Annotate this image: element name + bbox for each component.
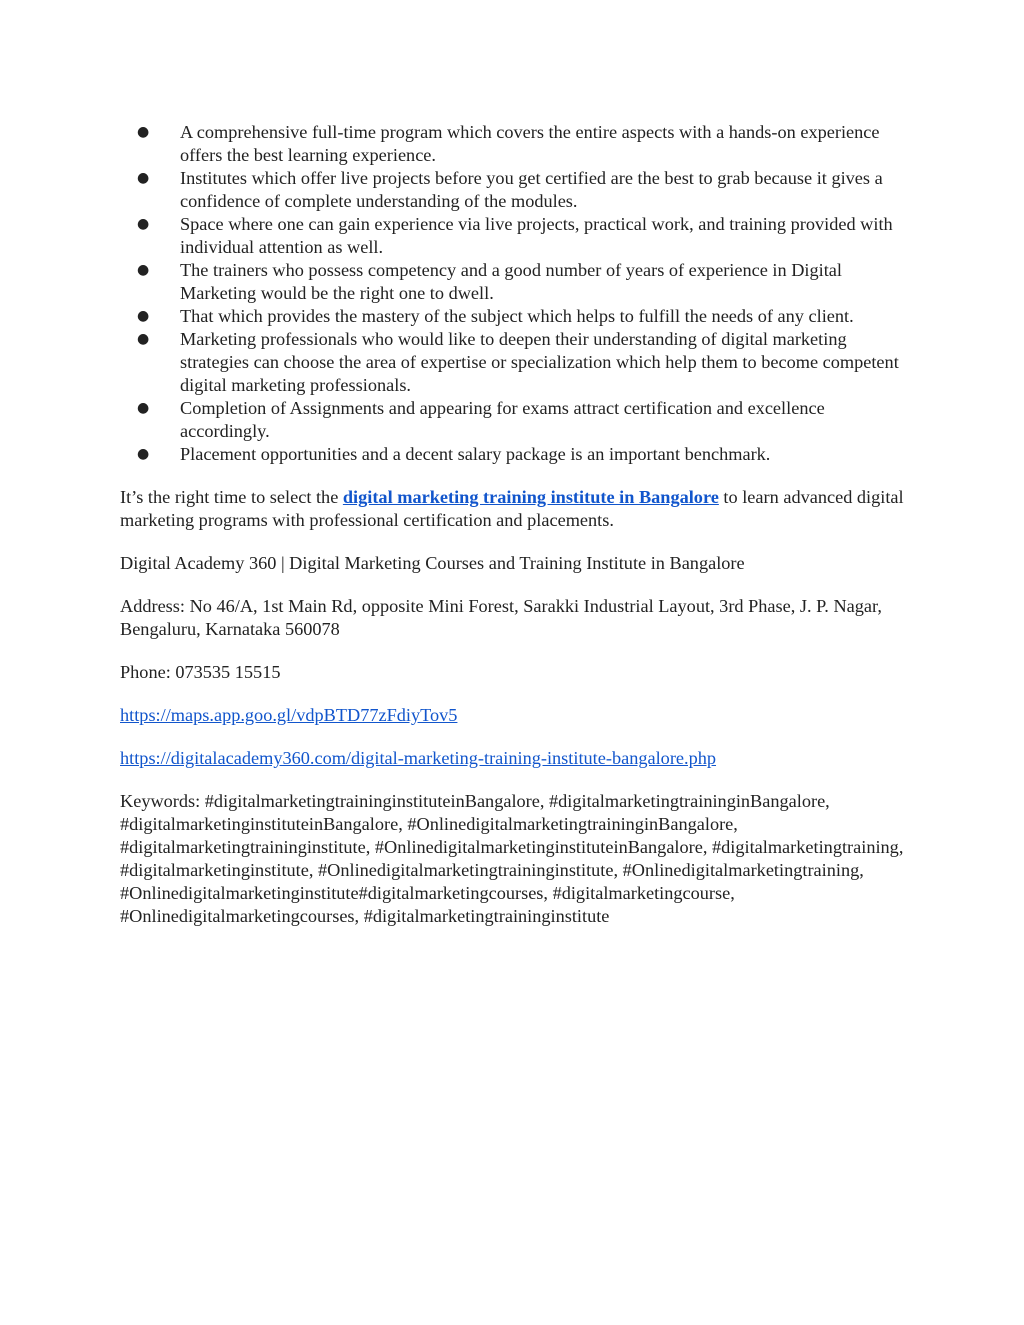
- list-item-text: Completion of Assignments and appearing for exams attract certification and excellence accordingly.: [180, 398, 825, 441]
- business-name: Digital Academy 360 | Digital Marketing Courses and Training Institute in Bangalore: [120, 553, 745, 573]
- list-item-text: A comprehensive full-time program which covers the entire aspects with a hands-on experience offers the best learning experience.: [180, 122, 880, 165]
- list-item: [120, 213, 910, 259]
- bullet-icon: ●: [137, 308, 150, 324]
- list-item-text: That which provides the mastery of the subject which helps to fulfill the needs of any client.: [180, 306, 854, 326]
- bullet-icon: ●: [137, 170, 150, 186]
- list-item: [120, 167, 910, 213]
- list-item: [120, 259, 910, 305]
- list-item: [120, 397, 910, 443]
- bullet-icon: ●: [137, 446, 150, 462]
- list-item: [120, 443, 910, 466]
- maps-link[interactable]: https://maps.app.goo.gl/vdpBTD77zFdiyTov5: [120, 705, 458, 725]
- bullet-icon: ●: [137, 216, 150, 232]
- training-institute-link[interactable]: digital marketing training institute in Bangalore: [342, 487, 719, 507]
- bullet-icon: ●: [137, 262, 150, 278]
- list-item: [120, 305, 910, 328]
- bullet-list: [120, 121, 910, 466]
- website-link[interactable]: https://digitalacademy360.com/digital-marketing-training-institute-bangalore.php: [120, 748, 717, 768]
- cta-text-before: It’s the right time to select the: [120, 487, 343, 507]
- list-item-text: The trainers who possess competency and a good number of years of experience in Digital Marketing would be the right one to dwell.: [180, 260, 842, 303]
- site-link-paragraph: [120, 747, 910, 770]
- list-item-text: Space where one can gain experience via live projects, practical work, and training provided with individual attention as well.: [180, 214, 893, 257]
- bullet-icon: ●: [137, 400, 150, 416]
- list-item-text: Placement opportunities and a decent salary package is an important benchmark.: [180, 444, 771, 464]
- document-page: [120, 121, 910, 928]
- phone-text: Phone: 073535 15515: [120, 662, 281, 682]
- list-item: [120, 328, 910, 397]
- bullet-icon: ●: [137, 124, 150, 140]
- cta-text-after: to learn advanced digital marketing programs with professional certification and placements.: [120, 487, 904, 530]
- cta-paragraph: [120, 486, 910, 532]
- maps-link-paragraph: [120, 704, 910, 727]
- list-item-text: Marketing professionals who would like to deepen their understanding of digital marketing strategies can choose the area of expertise or specialization which help them to become competent digital marketing professionals.: [180, 329, 899, 395]
- bullet-icon: ●: [137, 331, 150, 347]
- list-item: [120, 121, 910, 167]
- address-text: Address: No 46/A, 1st Main Rd, opposite Mini Forest, Sarakki Industrial Layout, 3rd Phase, J. P. Nagar, Bengaluru, Karnataka 560078: [120, 596, 882, 639]
- keywords-text: Keywords: #digitalmarketingtraininginstituteinBangalore, #digitalmarketingtraininginBangalore, #digitalmarketinginstituteinBangalore, #OnlinedigitalmarketingtraininginBangalore, #digitalmarketingtraininginstitute, #OnlinedigitalmarketinginstituteinBangalore, #digitalmarketingtraining, #digitalmarketinginstitute, #Onlinedigitalmarketingtraininginstitute, #Onlinedigitalmarketingtraining, #Onlinedigitalmarketinginstitute#digitalmarketingcourses, #digitalmarketingcourse, #Onlinedigitalmarketingcourses, #digitalmarketingtraininginstitute: [120, 791, 904, 926]
- list-item-text: Institutes which offer live projects before you get certified are the best to grab because it gives a confidence of complete understanding of the modules.: [180, 168, 883, 211]
